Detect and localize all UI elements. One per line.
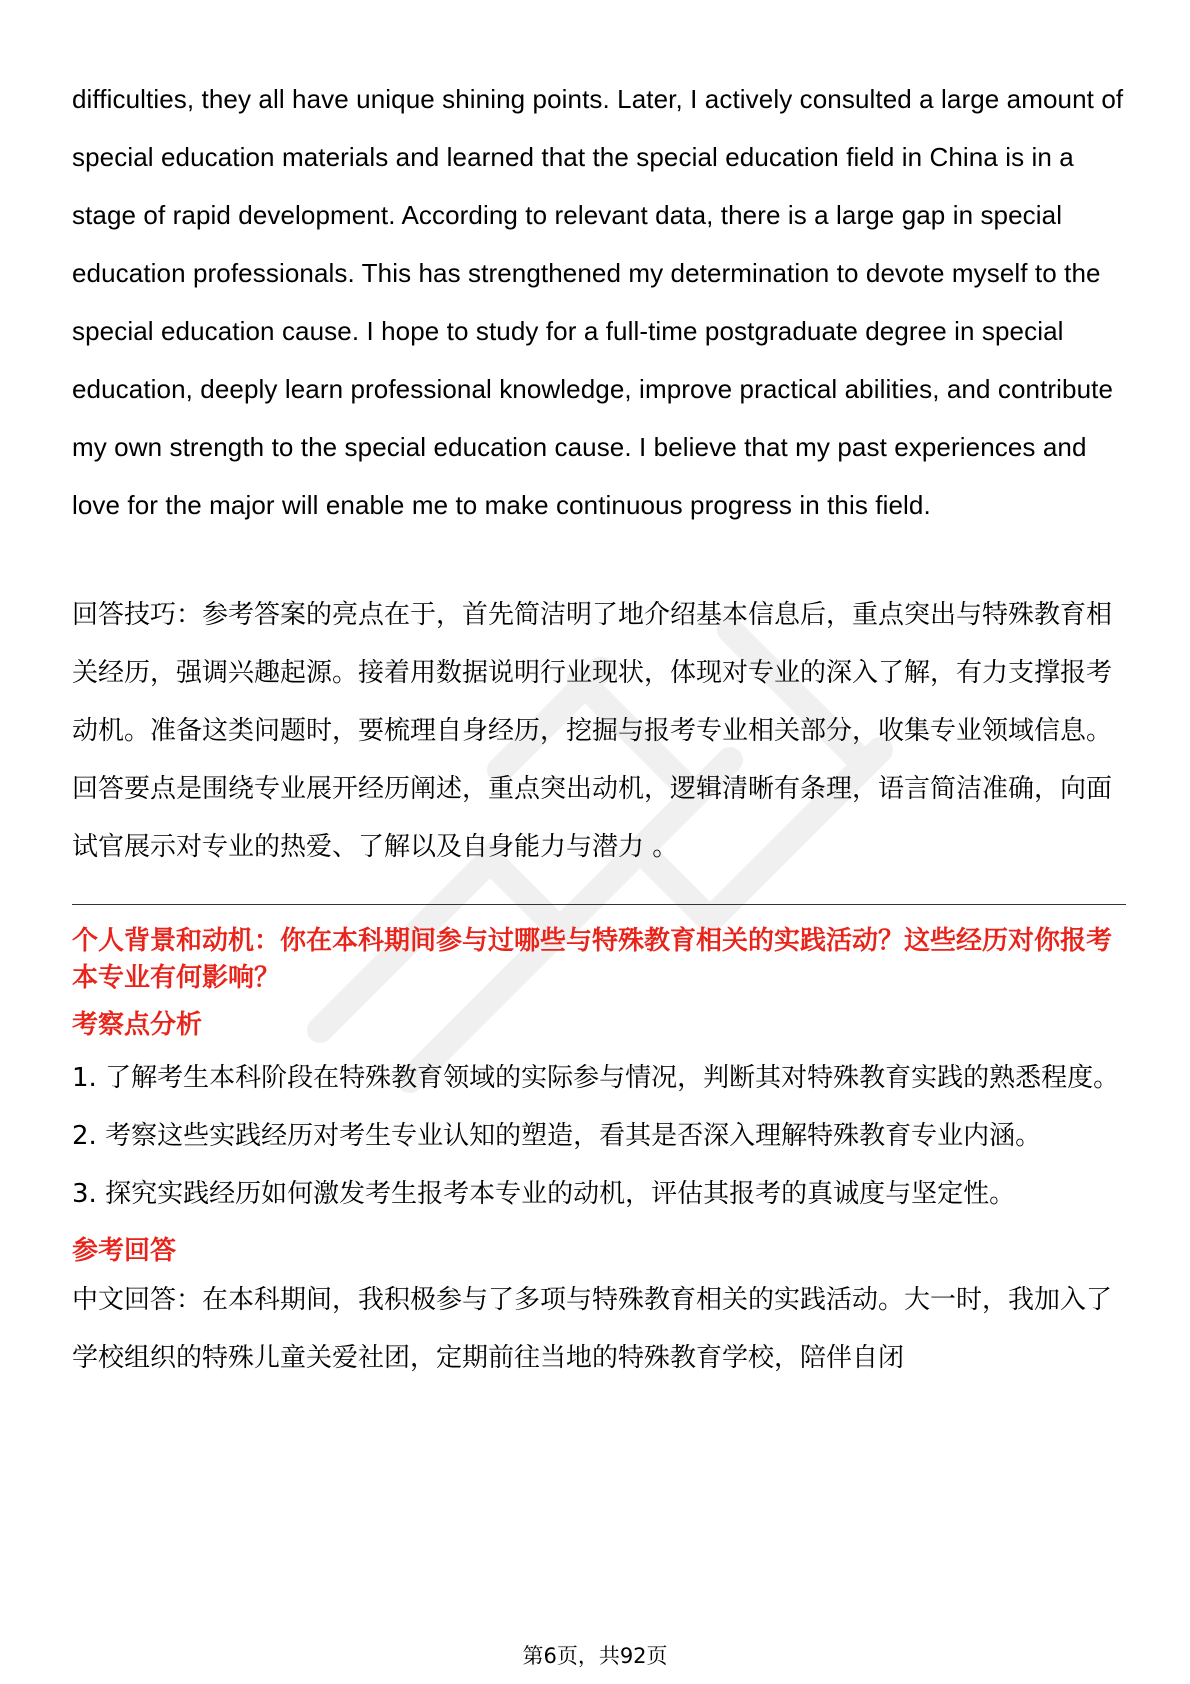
analysis-heading: 考察点分析 xyxy=(72,1010,203,1040)
reference-answer-text: 中文回答：在本科期间，我积极参与了多项与特殊教育相关的实践活动。大一时，我加入了学校组织的特殊儿童关爱社团，定期前往当地的特殊教育学校，陪伴自闭 xyxy=(72,1285,1113,1373)
page-content xyxy=(72,70,1126,1387)
analysis-item: 3. 探究实践经历如何激发考生报考本专业的动机，评估其报考的真诚度与坚定性。 xyxy=(72,1179,1016,1209)
section-divider xyxy=(72,904,1126,905)
question-heading: 个人背景和动机：你在本科期间参与过哪些与特殊教育相关的实践活动？这些经历对你报考本专业有何影响？ xyxy=(72,926,1113,993)
answer-tips-paragraph: 回答技巧：参考答案的亮点在于，首先简洁明了地介绍基本信息后，重点突出与特殊教育相关经历，强调兴趣起源。接着用数据说明行业现状，体现对专业的深入了解，有力支撑报考动机。准备这类问题时，要梳理自身经历，挖掘与报考专业相关部分，收集专业领域信息。回答要点是围绕专业展开经历阐述，重点突出动机，逻辑清晰有条理，语言简洁准确，向面试官展示对专业的热爱、了解以及自身能力与潜力 。 xyxy=(72,600,1113,862)
page-number-footer: 第6页，共92页 xyxy=(522,1644,668,1668)
reference-answer-heading: 参考回答 xyxy=(72,1236,177,1266)
analysis-item: 2. 考察这些实践经历对考生专业认知的塑造，看其是否深入理解特殊教育专业内涵。 xyxy=(72,1121,1042,1151)
english-answer-paragraph: difficulties, they all have unique shining points. Later, I actively consulted a large amount of special education materials and learned that the special education field in China is in a stage of rapid development. According to relevant data, there is a large gap in special education professionals. This has strengthened my determination to devote myself to the special education cause. I hope to study for a full-time postgraduate degree in special education, deeply learn professional knowledge, improve practical abilities, and contribute my own strength to the special education cause. I believe that my past experiences and love for the major will enable me to make continuous progress in this field. xyxy=(72,84,1124,520)
analysis-item: 1. 了解考生本科阶段在特殊教育领域的实际参与情况，判断其对特殊教育实践的熟悉程度。 xyxy=(72,1063,1120,1093)
